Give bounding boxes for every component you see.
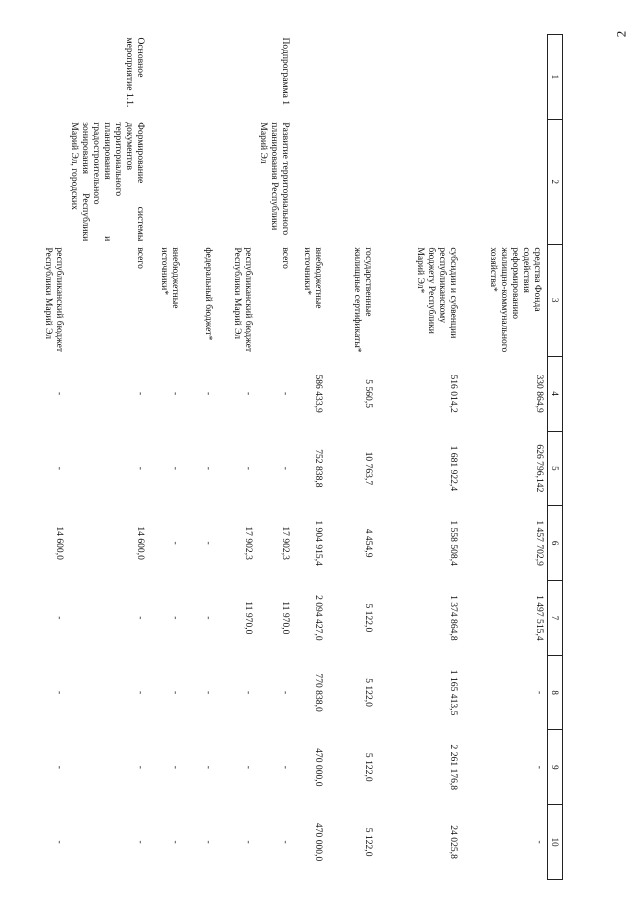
source-cell: средства Фонда содействия реформированию жилищно-коммунального хозяйства* xyxy=(488,247,543,353)
value-cell: 1 165 413,5 xyxy=(448,669,460,716)
header-cell: 3 xyxy=(548,244,563,356)
value-cell: 11 970,0 xyxy=(280,601,292,635)
value-cell: 5 560,5 xyxy=(363,379,375,409)
value-cell: 5 122,0 xyxy=(363,827,375,857)
source-cell: республиканский бюджет Республики Марий Эл xyxy=(232,247,255,353)
value-cell: - xyxy=(243,392,255,396)
program-cell xyxy=(462,35,548,120)
value-cell: - xyxy=(170,690,182,695)
value-cell: 2 261 176,8 xyxy=(448,744,460,791)
description-cell xyxy=(377,119,462,244)
value-cell: - xyxy=(534,690,545,695)
value-cell: - xyxy=(54,466,66,470)
value-cell: - xyxy=(170,541,182,545)
source-cell: внебюджетные источники* xyxy=(159,247,182,309)
table-header xyxy=(548,35,563,880)
value-cell: - xyxy=(243,840,255,844)
table-row xyxy=(377,35,462,880)
value-cell: - xyxy=(203,616,215,620)
header-cell: 8 xyxy=(548,655,563,730)
value-cell: - xyxy=(203,690,215,695)
value-cell: - xyxy=(243,765,255,769)
header-cell: 2 xyxy=(548,119,563,244)
description-cell xyxy=(217,119,257,244)
source-cell: всего xyxy=(135,247,147,269)
header-cell: 10 xyxy=(548,805,563,880)
description-cell xyxy=(184,119,217,244)
description-cell xyxy=(28,119,68,244)
header-cell: 4 xyxy=(548,356,563,431)
funding-table xyxy=(28,34,564,880)
value-cell: 11 970,0 xyxy=(243,601,255,635)
value-cell: - xyxy=(280,765,292,769)
program-cell xyxy=(28,35,68,120)
description-cell: Развитие территориального планирования Республики Марий Эл xyxy=(258,122,292,236)
table-row xyxy=(149,35,184,880)
table-row xyxy=(28,35,68,880)
value-cell: 14 600,0 xyxy=(54,526,66,560)
value-cell: - xyxy=(280,840,292,844)
value-cell: - xyxy=(203,392,215,396)
header-cell: 1 xyxy=(548,35,563,120)
description-cell xyxy=(294,119,327,244)
value-cell: - xyxy=(203,466,215,470)
table-row xyxy=(68,35,149,880)
value-cell: - xyxy=(135,616,147,620)
description-cell xyxy=(327,119,377,244)
description-cell: Формирование системы документов территориального планирования и градостроительного зонирования Республики Марий Эл, городских xyxy=(69,122,147,242)
source-cell: субсидии и субвенции республиканскому бюджету Республики Марий Эл* xyxy=(415,247,460,339)
program-cell xyxy=(217,35,257,120)
table-row xyxy=(257,35,294,880)
value-cell: 330 864,9 xyxy=(534,374,545,413)
value-cell: - xyxy=(203,541,215,545)
table-row xyxy=(184,35,217,880)
value-cell: - xyxy=(54,840,66,844)
value-cell: - xyxy=(54,616,66,620)
value-cell: - xyxy=(243,690,255,695)
value-cell: 586 433,9 xyxy=(313,374,325,413)
value-cell: - xyxy=(203,765,215,769)
value-cell: 2 094 427,0 xyxy=(313,595,325,641)
value-cell: - xyxy=(135,392,147,396)
header-cell: 9 xyxy=(548,730,563,805)
value-cell: 1 681 922,4 xyxy=(448,445,460,492)
value-cell: - xyxy=(170,392,182,396)
value-cell: 752 838,8 xyxy=(313,449,325,488)
page-number: 2 xyxy=(613,30,629,38)
value-cell: 1 374 864,8 xyxy=(448,595,460,641)
table-row xyxy=(217,35,257,880)
value-cell: 626 796,142 xyxy=(534,444,545,493)
value-cell: 1 558 508,4 xyxy=(448,520,460,566)
value-cell: - xyxy=(170,616,182,620)
value-cell: 1 457 702,9 xyxy=(534,520,545,566)
value-cell: - xyxy=(280,690,292,695)
description-cell xyxy=(149,119,184,244)
value-cell: 470 000,0 xyxy=(313,748,325,787)
value-cell: - xyxy=(170,466,182,470)
header-cell: 7 xyxy=(548,580,563,655)
value-cell: 5 122,0 xyxy=(363,603,375,633)
value-cell: - xyxy=(135,690,147,695)
rotated-table-container xyxy=(43,34,563,880)
value-cell: 1 497 515,4 xyxy=(534,595,545,641)
program-cell: Подпрограмма 1 xyxy=(280,37,292,106)
value-cell: - xyxy=(54,690,66,695)
value-cell: 17 902,3 xyxy=(280,526,292,560)
value-cell: - xyxy=(170,840,182,844)
program-cell: Основное мероприятие 1.1. xyxy=(124,37,147,108)
value-cell: 17 902,3 xyxy=(243,526,255,560)
value-cell: 516 014,2 xyxy=(448,374,460,413)
table-body xyxy=(28,35,548,880)
value-cell: - xyxy=(54,392,66,396)
value-cell: 4 454,9 xyxy=(363,528,375,558)
program-cell xyxy=(184,35,217,120)
value-cell: - xyxy=(135,466,147,470)
value-cell: 24 025,8 xyxy=(448,825,460,859)
value-cell: 770 838,0 xyxy=(313,673,325,712)
value-cell: 470 000,0 xyxy=(313,822,325,862)
value-cell: - xyxy=(203,840,215,844)
source-cell: государственные жилищные сертификаты* xyxy=(352,247,375,353)
header-cell: 6 xyxy=(548,506,563,581)
source-cell: федеральный бюджет* xyxy=(203,247,215,341)
description-cell xyxy=(462,119,548,244)
source-cell: республиканский бюджет Республики Марий Эл xyxy=(43,247,66,353)
value-cell: - xyxy=(54,765,66,769)
value-cell: - xyxy=(135,840,147,844)
program-cell xyxy=(377,35,462,120)
value-cell: - xyxy=(243,466,255,470)
value-cell: 10 763,7 xyxy=(363,451,375,486)
table-row xyxy=(327,35,377,880)
header-row xyxy=(548,35,563,880)
value-cell: - xyxy=(534,765,545,769)
value-cell: - xyxy=(135,765,147,769)
value-cell: 5 122,0 xyxy=(363,678,375,707)
value-cell: 14 600,0 xyxy=(135,526,147,560)
program-cell xyxy=(149,35,184,120)
program-cell xyxy=(294,35,327,120)
source-cell: всего xyxy=(280,247,292,269)
program-cell xyxy=(327,35,377,120)
header-cell: 5 xyxy=(548,431,563,506)
value-cell: - xyxy=(534,840,545,844)
table-row xyxy=(294,35,327,880)
value-cell: - xyxy=(280,466,292,470)
table-row xyxy=(462,35,548,880)
value-cell: - xyxy=(170,765,182,769)
value-cell: 1 904 915,4 xyxy=(313,520,325,566)
value-cell: - xyxy=(280,392,292,396)
value-cell: 5 122,0 xyxy=(363,752,375,782)
source-cell: внебюджетные источники* xyxy=(302,247,325,309)
